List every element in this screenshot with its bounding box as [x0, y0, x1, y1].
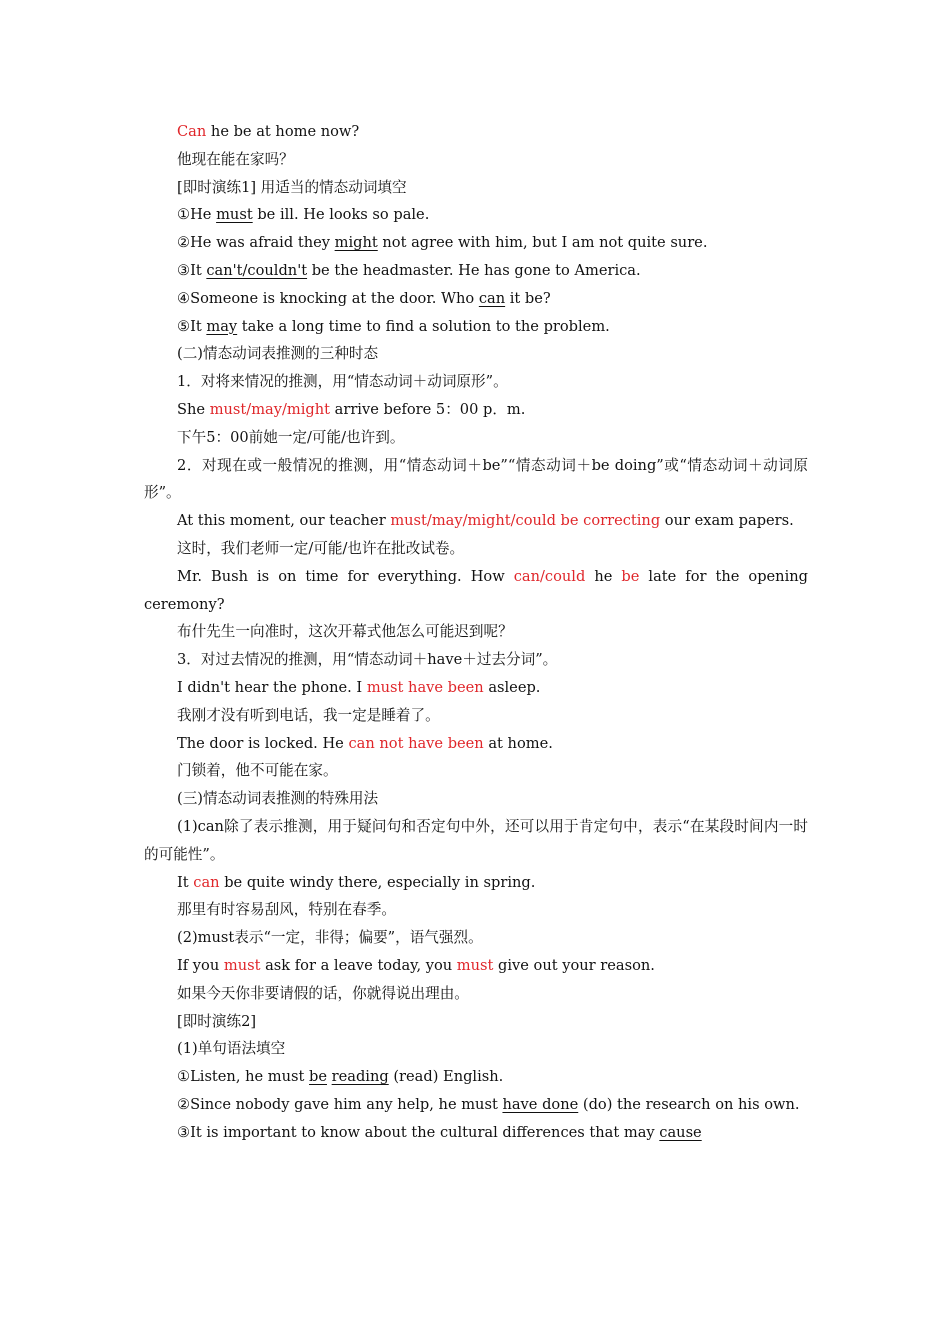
modal-highlight: must/may/might/could be correcting [390, 512, 661, 530]
translation: 这时，我们老师一定/可能/也许在批改试卷。 [177, 539, 465, 557]
translation: 我刚才没有听到电话，我一定是睡着了。 [177, 706, 440, 724]
answer: can't/couldn't [206, 261, 308, 279]
translation: 如果今天你非要请假的话，你就得说出理由。 [177, 984, 469, 1002]
example-sentence: I didn't hear the phone. I must have been asleep. [177, 678, 541, 696]
rule: 2．对现在或一般情况的推测，用“情态动词＋be”“情态动词＋be doing”或“情态动词＋动词原形”。 [144, 456, 808, 502]
exercise-item: ①Listen, he must be reading (read) English. [177, 1068, 504, 1086]
modal-highlight: can/could [513, 567, 586, 585]
translation: 他现在能在家吗？ [177, 150, 294, 168]
translation: 布什先生一向准时，这次开幕式他怎么可能迟到呢？ [177, 623, 513, 641]
answer: must [216, 206, 253, 224]
example-sentence: Can he be at home now? [177, 123, 360, 140]
document-page [144, 118, 813, 1146]
answer: may [206, 317, 238, 335]
exercise-item: ①He must be ill. He looks so pale. [177, 206, 430, 224]
example-sentence: At this moment, our teacher must/may/might/could be correcting our exam papers. [177, 512, 794, 530]
rule: 1．对将来情况的推测，用“情态动词＋动词原形”。 [177, 373, 508, 391]
translation: 那里有时容易刮风，特别在春季。 [177, 901, 396, 919]
answer: might [334, 234, 378, 252]
exercise-item: ②Since nobody gave him any help, he must have done (do) the research on his own. [177, 1095, 800, 1113]
exercise-heading: [即时演练2] [177, 1012, 257, 1030]
example-sentence: If you must ask for a leave today, you must give out your reason. [177, 956, 655, 974]
answer: can [478, 289, 506, 307]
rule: (1)can除了表示推测，用于疑问句和否定句中外，还可以用于肯定句中，表示“在某段时间内一时的可能性”。 [144, 817, 808, 863]
example-sentence: She must/may/might arrive before 5：00 p．m. [177, 400, 526, 418]
example-sentence: Mr. Bush is on time for everything. How can/could he be late for the opening ceremony? [144, 567, 813, 613]
section-heading: (三)情态动词表推测的特殊用法 [177, 790, 379, 808]
exercise-subheading: (1)单句语法填空 [177, 1040, 286, 1058]
section-heading: (二)情态动词表推测的三种时态 [177, 345, 379, 363]
modal-highlight: must [223, 956, 261, 974]
answer: have done [502, 1095, 579, 1113]
exercise-item: ⑤It may take a long time to find a solution to the problem. [177, 317, 610, 335]
rule: (2)must表示“一定，非得；偏要”，语气强烈。 [177, 929, 483, 947]
answer: be [309, 1068, 327, 1086]
answer: reading [331, 1068, 389, 1086]
exercise-item: ④Someone is knocking at the door. Who can it be? [177, 289, 551, 307]
modal-highlight: can [193, 873, 220, 891]
rule: 3．对过去情况的推测，用“情态动词＋have＋过去分词”。 [177, 651, 558, 669]
exercise-item: ③It is important to know about the cultural differences that may cause [177, 1123, 702, 1141]
modal-highlight: Can [177, 123, 207, 140]
modal-highlight: can not have been [348, 734, 484, 752]
modal-highlight: must have been [366, 678, 484, 696]
exercise-item: ②He was afraid they might not agree with him, but I am not quite sure. [177, 234, 708, 252]
modal-highlight: must/may/might [209, 400, 331, 418]
answer: cause [659, 1123, 702, 1141]
exercise-heading: [即时演练1] 用适当的情态动词填空 [177, 178, 407, 196]
exercise-item: ③It can't/couldn't be the headmaster. He has gone to America. [177, 261, 641, 279]
example-sentence: It can be quite windy there, especially in spring. [177, 873, 536, 891]
translation: 下午5：00前她一定/可能/也许到。 [177, 428, 405, 446]
modal-highlight: be [621, 567, 640, 585]
modal-highlight: must [456, 956, 494, 974]
translation: 门锁着，他不可能在家。 [177, 762, 338, 780]
example-sentence: The door is locked. He can not have been at home. [177, 734, 553, 752]
